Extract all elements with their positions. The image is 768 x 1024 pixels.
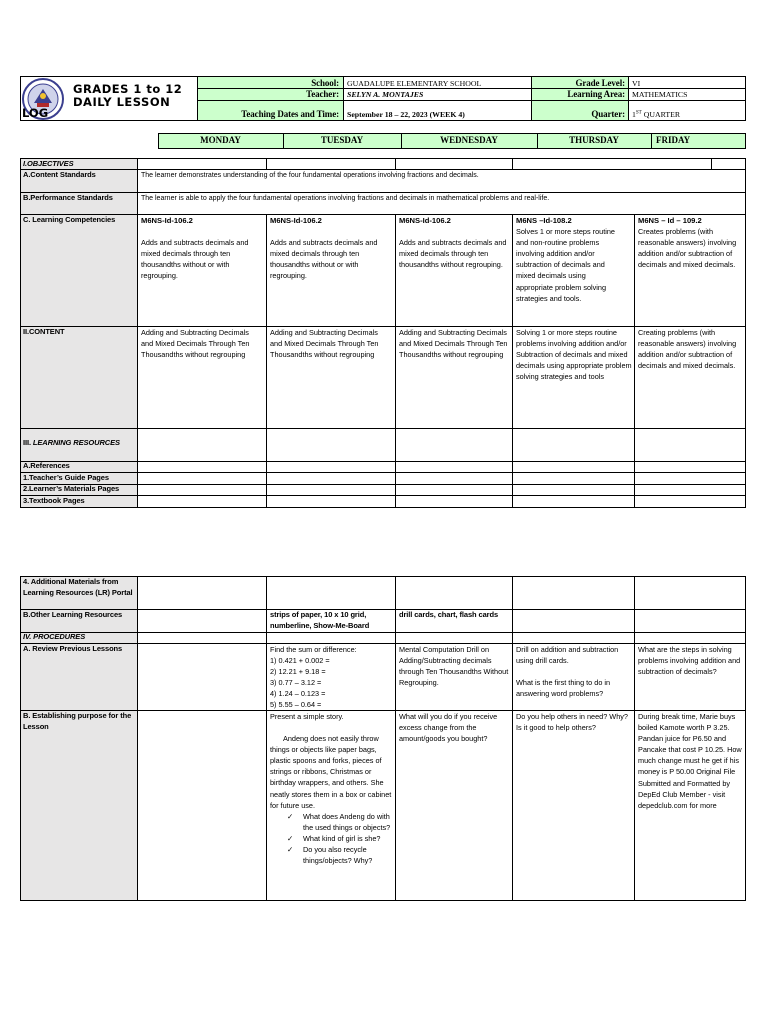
check-icon: ✓ [287,845,294,855]
title-line-1: GRADES 1 to 12 [73,82,183,96]
additional-materials-label: 4. Additional Materials from Learning Resources (LR) Portal [23,577,133,597]
content-standards-text: The learner demonstrates understanding of the four fundamental operations involving fractions and decimals. [141,172,479,179]
day-wednesday: WEDNESDAY [440,135,498,145]
textbook-pages-label: 3.Textbook Pages [23,496,85,505]
competency-friday: M6NS – Id – 109.2 Creates problems (with reasonable answers) involving addition and/or subtraction of decimals and mixed decimals. [638,216,737,270]
content-thursday: Solving 1 or more steps routine problems involving addition and/or Subtraction of decimals and mixed decimals using appropriate problem solving strategies and tools [516,328,632,382]
review-thursday: Drill on addition and subtraction using drill cards. What is the first thing to do in answering word problems? [516,645,619,699]
purpose-thursday: Do you help others in need? Why? Is it good to help others? [516,712,628,733]
review-item: 4) 1.24 – 0.123 = [270,689,326,699]
competency-wednesday: M6NS-Id-106.2 Adds and subtracts decimals and mixed decimals through ten thousandths without regrouping. [399,216,507,270]
area-label: Learning Area: [567,89,625,99]
area-value: MATHEMATICS [632,90,688,99]
school-value: GUADALUPE ELEMENTARY SCHOOL [347,79,482,88]
purpose-tuesday: Present a simple story. Andeng does not easily throw things or objects like paper bags, plastic spoons and forks, pieces of strings or ribbons, Christmas or birthday wrappers, and others. She neatly stores them in a box or cabinet for future use. ✓ What does Andeng do with the used things or objects? ✓ What kind of girl is she? ✓ Do you also recycle things/objects? Why? [270,712,392,866]
learning-resources-label: III. LEARNING RESOURCES [23,438,120,447]
check-icon: ✓ [287,811,294,821]
review-friday: What are the steps in solving problems involving addition and subtraction of decimals? [638,645,741,677]
content-friday: Creating problems (with reasonable answers) involving addition and/or subtraction of decimals and mixed decimals. [638,328,737,371]
day-monday: MONDAY [200,135,241,145]
review-tuesday: Find the sum or difference: 1) 0.421 + 0.002 = 2) 12.21 + 9.18 = 3) 0.77 – 3.12 = 4) 1.24 – 0.123 = 5) 5.55 – 0.64 = [270,644,394,711]
list-item: ✓ Do you also recycle things/objects? Why? [287,845,373,866]
day-tuesday: TUESDAY [320,135,364,145]
review-label: A. Review Previous Lessons [23,644,123,653]
competency-monday: M6NS-Id-106.2 Adds and subtracts decimals and mixed decimals through ten thousandths without or with regrouping. [141,216,249,281]
performance-standards-text: The learner is able to apply the four fundamental operations involving fractions and decimals in mathematical problems and real-life. [141,195,550,202]
review-item: 1) 0.421 + 0.002 = [270,656,330,666]
competency-thursday: M6NS –Id-108.2 Solves 1 or more steps routine and non-routine problems involving addition and/or subtraction of decimals and mixed decimals using appropriate problem solving strategies and tools. [516,216,615,303]
list-item: ✓ What does Andeng do with the used things or objects? [287,811,391,832]
day-friday: FRIDAY [656,135,691,145]
competencies-label: C. Learning Competencies [23,215,116,224]
objectives-label: I.OBJECTIVES [23,159,74,168]
title-line-2: DAILY LESSON [73,95,171,109]
purpose-wednesday: What will you do if you receive excess change from the amount/goods you bought? [399,712,498,744]
teachers-guide-label: 1.Teacher’s Guide Pages [23,473,109,482]
review-item: 2) 12.21 + 9.18 = [270,667,326,677]
competency-tuesday: M6NS-Id-106.2 Adds and subtracts decimals and mixed decimals through ten thousandths without or with regrouping. [270,216,378,281]
list-item: ✓ What kind of girl is she? [287,833,381,843]
grade-value: VI [632,79,641,88]
purpose-friday: During break time, Marie buys boiled Kamote worth P 3.25. Pandan juice for P6.50 and Pancake that cost P 10.25. How much change must he get if his money is P 50.00 Original File Submitted and Formatted by DepEd Club Member - visit depedclub.com for more [638,712,742,810]
grade-label: Grade Level: [575,78,625,88]
review-wednesday: Mental Computation Drill on Adding/Subtracting decimals through Ten Thousandths Without Regrouping. [399,645,509,688]
other-resources-tuesday: strips of paper, 10 x 10 grid, numberline, Show-Me-Board [270,610,370,630]
dates-value: September 18 – 22, 2023 (WEEK 4) [347,110,465,119]
procedures-label: IV. PROCEDURES [23,632,86,641]
review-item: 3) 0.77 – 3.12 = [270,678,322,688]
content-wednesday: Adding and Subtracting Decimals and Mixed Decimals Through Ten Thousandths without regrouping [399,328,508,360]
review-item: 5) 5.55 – 0.64 = [270,700,322,710]
learners-materials-label: 2.Learner’s Materials Pages [23,484,120,493]
dates-label: Teaching Dates and Time: [241,109,339,119]
school-label: School: [311,78,339,88]
day-thursday: THURSDAY [569,135,619,145]
title-line-3: LOG [22,106,49,117]
purpose-label: B. Establishing purpose for the Lesson [23,711,132,731]
content-tuesday: Adding and Subtracting Decimals and Mixed Decimals Through Ten Thousandths without regrouping [270,328,379,360]
quarter-label: Quarter: [591,109,625,119]
check-icon: ✓ [287,833,294,843]
quarter-value: 1ST QUARTER [632,110,681,119]
content-monday: Adding and Subtracting Decimals and Mixed Decimals Through Ten Thousandths without regrouping [141,328,250,360]
other-resources-label: B.Other Learning Resources [23,610,123,619]
other-resources-wednesday: drill cards, chart, flash cards [399,610,499,619]
purpose-questions-list [270,811,392,866]
content-standards-label: A.Content Standards [23,170,96,179]
performance-standards-label: B.Performance Standards [23,193,113,202]
teacher-value: SELYN A. MONTAJES [347,90,424,99]
references-label: A.References [23,461,70,470]
content-label: II.CONTENT [23,327,65,336]
teacher-label: Teacher: [306,89,339,99]
